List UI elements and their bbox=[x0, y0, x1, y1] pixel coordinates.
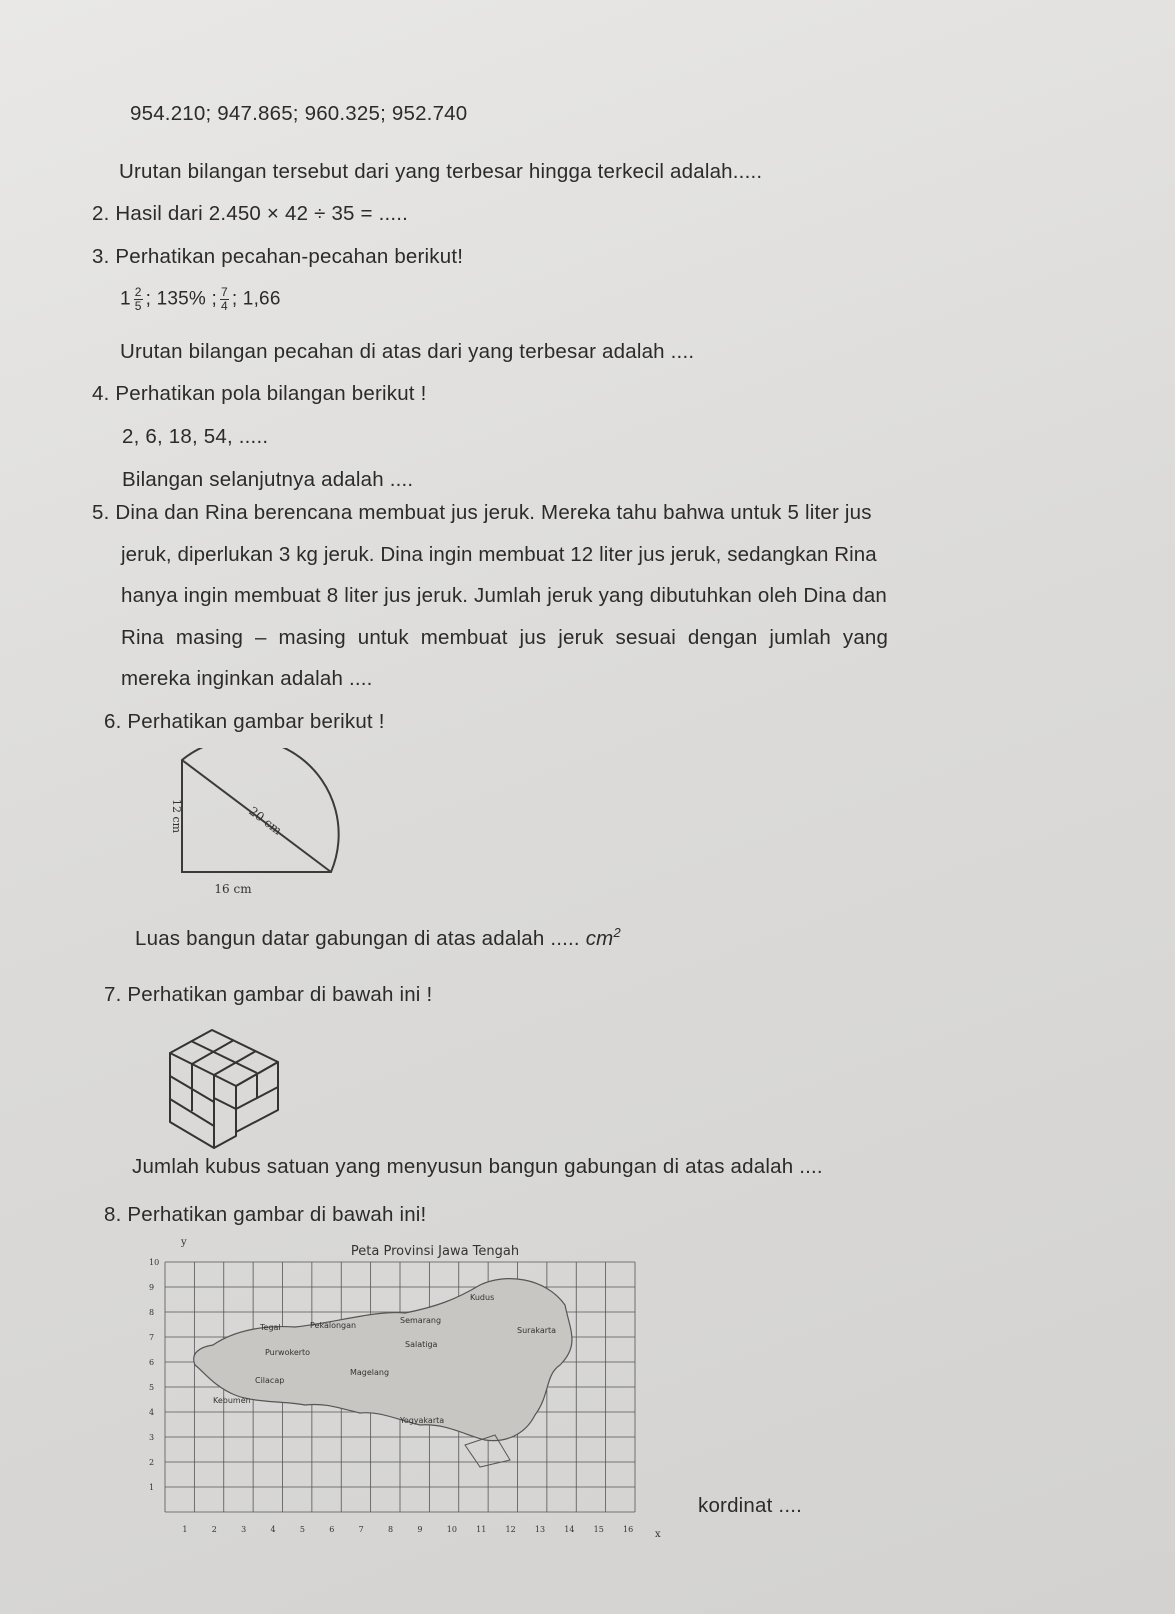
question-7: 7. Perhatikan gambar di bawah ini ! bbox=[104, 983, 433, 1006]
fraction-list bbox=[120, 286, 281, 313]
question-2: 2. Hasil dari 2.450 × 42 ÷ 35 = ..... bbox=[92, 202, 409, 225]
x-tick-label: 12 bbox=[505, 1525, 516, 1534]
x-tick-label: 8 bbox=[388, 1525, 394, 1534]
city-label: Cilacap bbox=[255, 1376, 285, 1385]
area-unit: $cm^2$ bbox=[585, 925, 621, 950]
question-5-line: Rina masing – masing untuk membuat jus jeruk sesuai dengan jumlah yang bbox=[121, 625, 889, 649]
x-tick-label: 14 bbox=[564, 1525, 575, 1534]
base-label: 16 cm bbox=[214, 882, 252, 896]
question-8-ask: kordinat .... bbox=[698, 1494, 803, 1517]
city-label: Magelang bbox=[350, 1368, 390, 1377]
central-java-province bbox=[194, 1279, 572, 1441]
mixed-fraction: $\frac{2}{5}$ bbox=[134, 285, 142, 313]
y-tick-label: 10 bbox=[149, 1258, 160, 1267]
question-7-ask: Jumlah kubus satuan yang menyusun bangun gabungan di atas adalah .... bbox=[132, 1155, 823, 1178]
question-5-line: hanya ingin membuat 8 liter jus jeruk. Jumlah jeruk yang dibutuhkan oleh Dina dan bbox=[121, 584, 888, 607]
city-label: Surakarta bbox=[517, 1326, 557, 1335]
y-axis-label: y bbox=[181, 1237, 187, 1248]
x-axis-label: x bbox=[655, 1529, 661, 1540]
y-tick-label: 5 bbox=[149, 1383, 155, 1392]
question-4-ask: Bilangan selanjutnya adalah .... bbox=[122, 468, 414, 491]
city-label: Purwokerto bbox=[265, 1348, 311, 1357]
question-5-line: jeruk, diperlukan 3 kg jeruk. Dina ingin membuat 12 liter jus jeruk, sedangkan Rina bbox=[121, 542, 877, 566]
x-tick-label: 16 bbox=[623, 1525, 634, 1534]
mixed-whole: 1 bbox=[120, 288, 131, 310]
x-tick-label: 6 bbox=[329, 1525, 335, 1534]
x-tick-label: 2 bbox=[211, 1525, 217, 1534]
y-tick-label: 4 bbox=[149, 1408, 155, 1417]
y-tick-label: 3 bbox=[149, 1433, 155, 1442]
x-tick-label: 11 bbox=[476, 1525, 487, 1534]
number-pattern: 2, 6, 18, 54, ..... bbox=[122, 425, 269, 448]
triangle-semicircle-figure bbox=[165, 748, 345, 918]
y-tick-label: 6 bbox=[149, 1358, 155, 1367]
x-tick-label: 10 bbox=[446, 1525, 457, 1534]
hypotenuse-label: 20 cm bbox=[246, 804, 285, 838]
question-3-ask: Urutan bilangan pecahan di atas dari yang terbesar adalah .... bbox=[120, 340, 695, 363]
number-list: 954.210; 947.865; 960.325; 952.740 bbox=[130, 102, 468, 125]
city-label: Kudus bbox=[470, 1293, 495, 1302]
x-tick-label: 13 bbox=[534, 1525, 546, 1534]
x-tick-label: 4 bbox=[270, 1525, 276, 1534]
question-4: 4. Perhatikan pola bilangan berikut ! bbox=[92, 382, 427, 405]
question-5 bbox=[92, 492, 888, 700]
simple-fraction: $\frac{7}{4}$ bbox=[220, 285, 228, 313]
map-title: Peta Provinsi Jawa Tengah bbox=[350, 1244, 520, 1259]
city-label: Pekalongan bbox=[310, 1321, 357, 1330]
x-tick-label: 5 bbox=[299, 1525, 305, 1534]
java-map-grid bbox=[135, 1235, 695, 1565]
side-label: 12 cm bbox=[170, 798, 183, 834]
y-tick-label: 2 bbox=[149, 1458, 155, 1467]
decimal-value: ; 1,66 bbox=[231, 288, 281, 310]
city-label: Kebumen bbox=[213, 1396, 251, 1405]
y-tick-label: 9 bbox=[149, 1283, 155, 1292]
x-tick-label: 3 bbox=[241, 1525, 247, 1534]
question-5-line: 5. Dina dan Rina berencana membuat jus jeruk. Mereka tahu bahwa untuk 5 liter jus bbox=[92, 501, 872, 524]
city-label: Salatiga bbox=[405, 1340, 438, 1349]
y-tick-label: 1 bbox=[149, 1483, 155, 1492]
x-tick-label: 1 bbox=[182, 1525, 188, 1534]
question-8: 8. Perhatikan gambar di bawah ini! bbox=[104, 1203, 427, 1226]
city-label: Yogyakarta bbox=[400, 1416, 445, 1425]
x-tick-label: 9 bbox=[417, 1525, 423, 1534]
percent-value: ; 135% ; bbox=[145, 288, 217, 310]
intro-question: Urutan bilangan tersebut dari yang terbesar hingga terkecil adalah..... bbox=[119, 160, 763, 183]
y-tick-label: 8 bbox=[149, 1308, 155, 1317]
x-tick-label: 15 bbox=[593, 1525, 604, 1534]
city-label: Semarang bbox=[400, 1316, 442, 1325]
city-label: Tegal bbox=[260, 1323, 281, 1332]
unit-cubes-figure bbox=[160, 1020, 290, 1150]
question-6: 6. Perhatikan gambar berikut ! bbox=[104, 710, 385, 733]
question-5-line: mereka inginkan adalah .... bbox=[121, 667, 373, 690]
x-tick-label: 7 bbox=[358, 1525, 364, 1534]
y-tick-label: 7 bbox=[149, 1333, 155, 1342]
question-3: 3. Perhatikan pecahan-pecahan berikut! bbox=[92, 245, 464, 268]
question-6-ask: Luas bangun datar gabungan di atas adalah ..... $cm^2$ bbox=[135, 925, 621, 950]
